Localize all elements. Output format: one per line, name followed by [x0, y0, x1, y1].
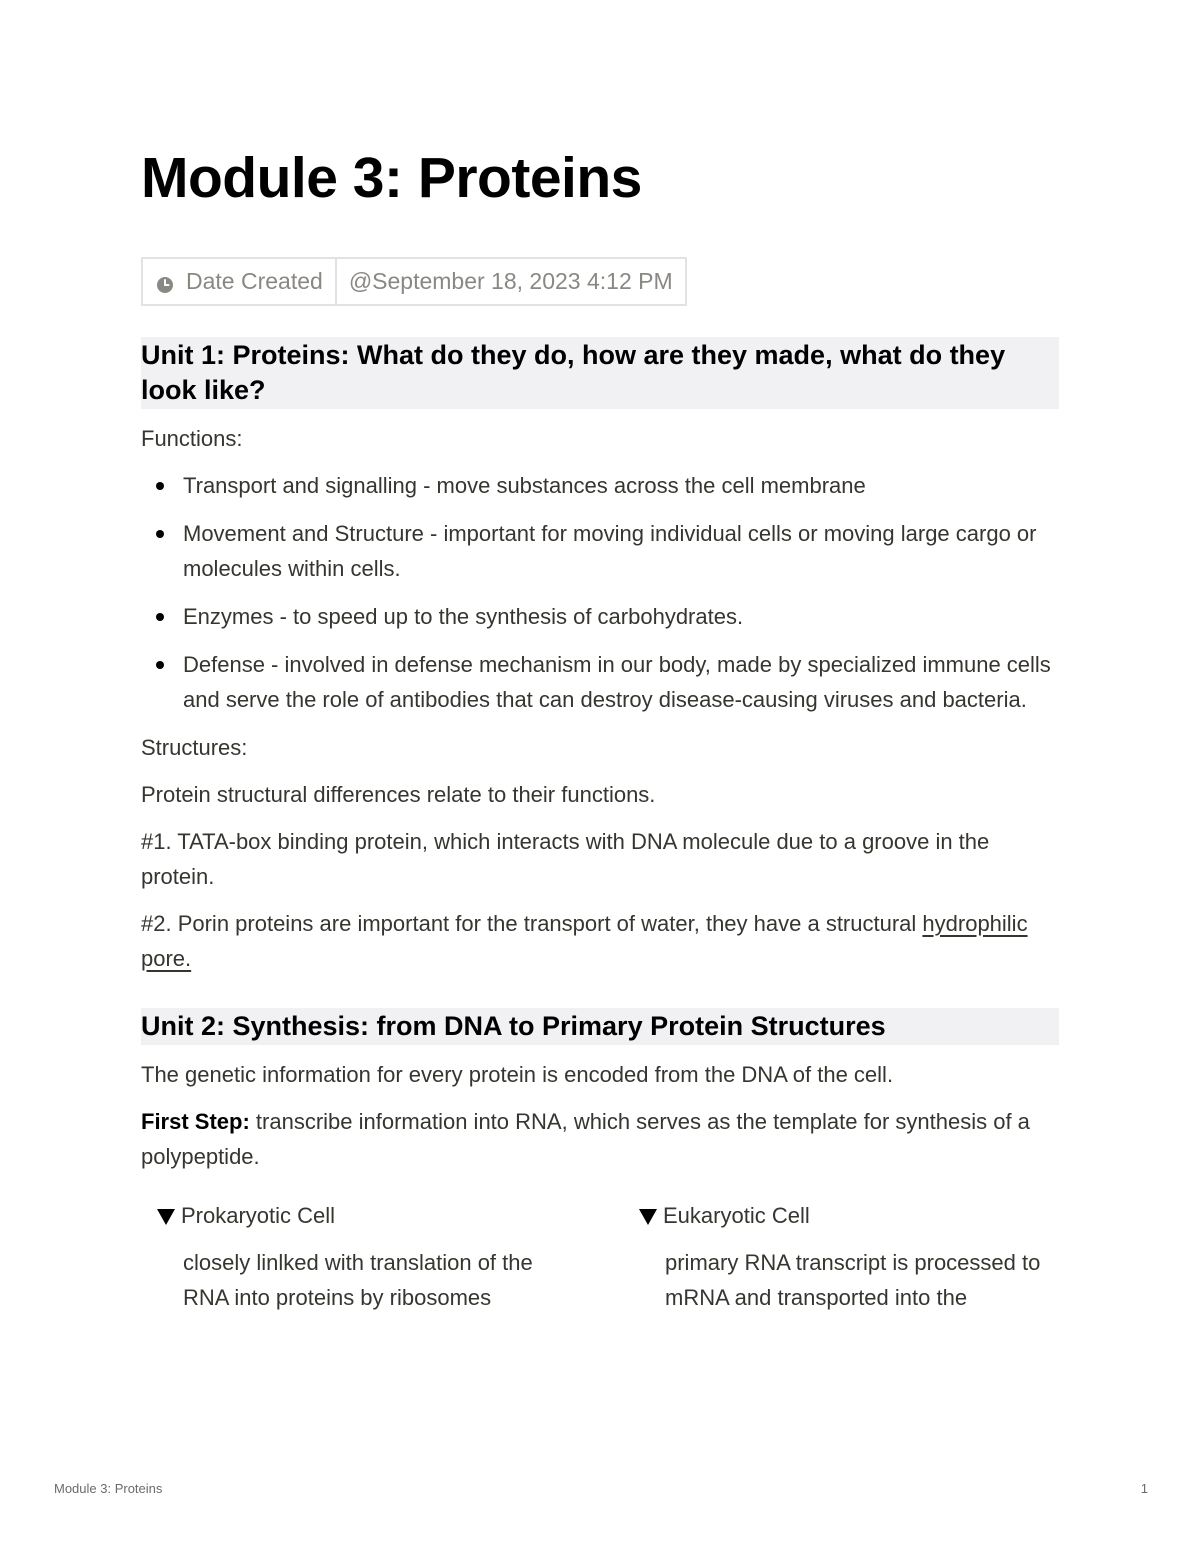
functions-list — [141, 468, 1059, 717]
toggle-eukaryotic — [623, 1198, 1059, 1315]
first-step-label: First Step: — [141, 1109, 250, 1134]
footer-doc-name: Module 3: Proteins — [54, 1481, 163, 1496]
list-item: Movement and Structure - important for moving individual cells or moving large cargo or molecules within cells. — [141, 516, 1059, 586]
toggle-header[interactable] — [623, 1198, 1059, 1233]
date-created-value: @September 18, 2023 4:12 PM — [348, 268, 673, 294]
first-step-paragraph — [141, 1104, 1059, 1174]
date-created-label: Date Created — [186, 268, 323, 294]
unit2-intro: The genetic information for every protein is encoded from the DNA of the cell. — [141, 1062, 894, 1087]
structures-intro: Protein structural differences relate to their functions. — [141, 782, 656, 807]
toggle-body: primary RNA transcript is processed to mRNA and transported into the — [665, 1250, 1041, 1310]
unit2-heading: Unit 2: Synthesis: from DNA to Primary Protein Structures — [141, 1008, 1059, 1045]
structure-point-2 — [141, 906, 1059, 976]
structures-label: Structures: — [141, 735, 248, 760]
list-item: Transport and signalling - move substances across the cell membrane — [141, 468, 1059, 503]
functions-label: Functions: — [141, 426, 243, 451]
triangle-down-icon[interactable] — [157, 1209, 175, 1225]
structure-point-1: #1. TATA-box binding protein, which interacts with DNA molecule due to a groove in the protein. — [141, 829, 990, 889]
toggle-columns — [141, 1198, 1059, 1315]
toggle-header[interactable] — [141, 1198, 623, 1233]
toggle-title: Prokaryotic Cell — [181, 1203, 336, 1228]
footer-page-number: 1 — [1140, 1481, 1148, 1496]
hydrophilic-pore-link[interactable]: hydrophilic pore. — [141, 911, 1028, 971]
properties-table — [141, 257, 687, 306]
unit1-heading: Unit 1: Proteins: What do they do, how are they made, what do they look like? — [141, 337, 1059, 409]
list-item: Defense - involved in defense mechanism in our body, made by specialized immune cells and serve the role of antibodies that can destroy disease-causing viruses and bacteria. — [141, 647, 1059, 717]
toggle-body: closely linlked with translation of the RNA into proteins by ribosomes — [183, 1250, 533, 1310]
toggle-title: Eukaryotic Cell — [663, 1203, 810, 1228]
triangle-down-icon[interactable] — [639, 1209, 657, 1225]
page-title: Module 3: Proteins — [141, 146, 642, 210]
clock-icon — [156, 273, 174, 291]
page-content — [141, 337, 1059, 1315]
toggle-prokaryotic — [141, 1198, 623, 1315]
list-item: Enzymes - to speed up to the synthesis of carbohydrates. — [141, 599, 1059, 634]
property-name-cell — [143, 259, 337, 304]
structure-point-2-text: #2. Porin proteins are important for the transport of water, they have a structural — [141, 911, 923, 936]
first-step-text: transcribe information into RNA, which serves as the template for synthesis of a polypeptide. — [141, 1109, 1030, 1169]
